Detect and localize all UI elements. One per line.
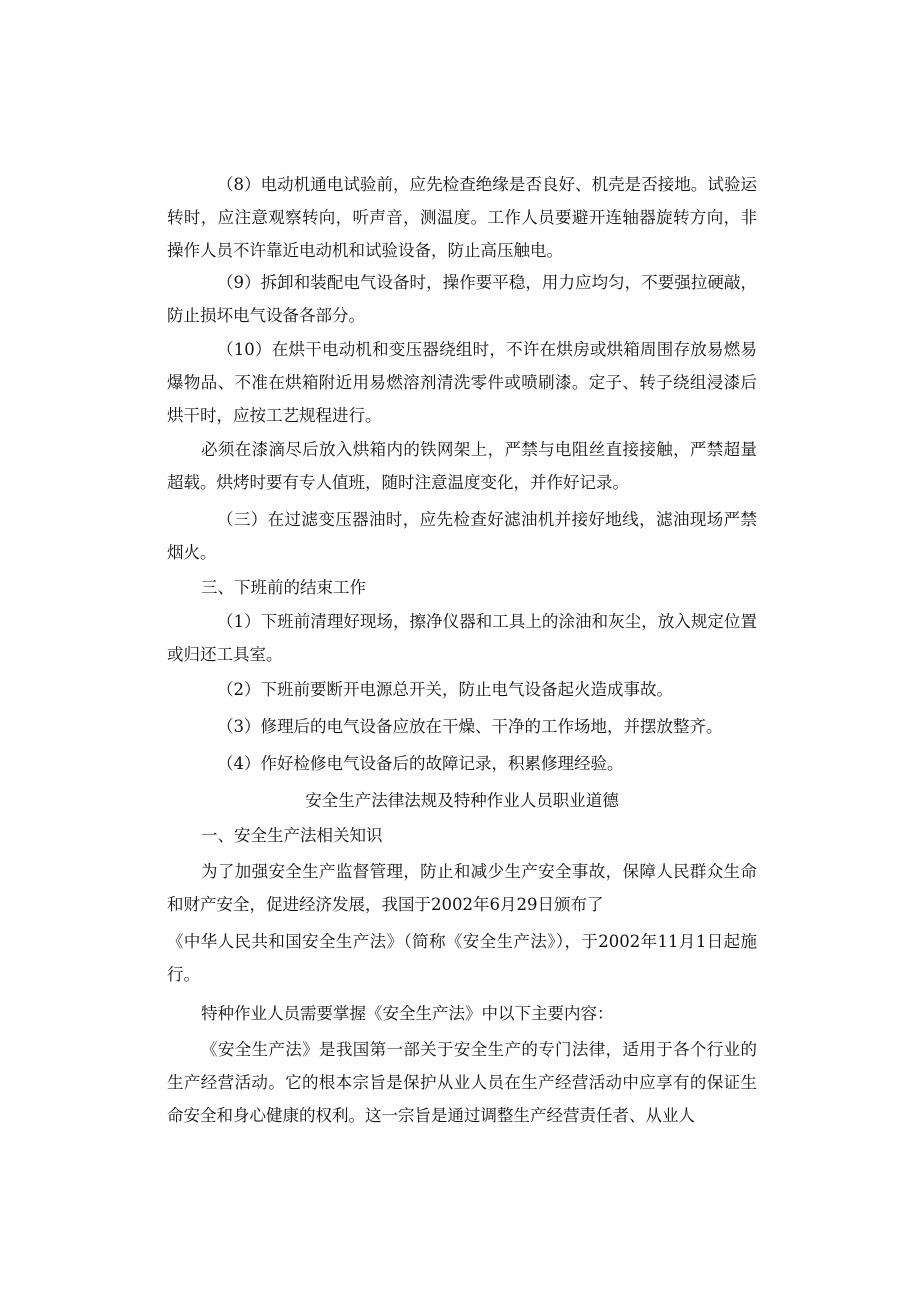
paragraph-item-10: （10）在烘干电动机和变压器绕组时，不许在烘房或烘箱周围存放易燃易爆物品、不准在烘箱附近用易燃溶剂清洗零件或喷刷漆。定子、转子绕组浸漆后烘干时，应按工艺规程进行。 bbox=[167, 340, 757, 425]
paragraph-law-need: 特种作业人员需要掌握《安全生产法》中以下主要内容： bbox=[201, 1004, 614, 1023]
section-heading-safety-law: 一、安全生产法相关知识 bbox=[201, 826, 383, 845]
paragraph-oven-rules: 必须在漆滴尽后放入烘箱内的铁网架上，严禁与电阻丝直接接触，严禁超量超载。烘烤时要有专人值班，随时注意温度变化，并作好记录。 bbox=[167, 440, 757, 492]
end-item-3: （3）修理后的电气设备应放在干燥、干净的工作场地，并摆放整齐。 bbox=[217, 717, 723, 736]
document-title: 安全生产法律法规及特种作业人员职业道德 bbox=[305, 791, 619, 810]
paragraph-law-intro: 为了加强安全生产监督管理，防止和减少生产安全事故，保障人民群众生命和财产安全，促进经济发展，我国于2002年6月29日颁布了 bbox=[167, 862, 757, 914]
end-item-2: （2）下班前要断开电源总开关，防止电气设备起火造成事故。 bbox=[217, 680, 673, 699]
paragraph-item-three: （三）在过滤变压器油时，应先检查好滤油机并接好地线，滤油现场严禁烟火。 bbox=[167, 510, 757, 562]
paragraph-law-name: 《中华人民共和国安全生产法》（简称《安全生产法》），于2002年11月1日起施行。 bbox=[167, 932, 757, 984]
paragraph-item-9: （9）拆卸和装配电气设备时，操作要平稳，用力应均匀，不要强拉硬敲，防止损坏电气设备各部分。 bbox=[167, 273, 757, 325]
end-item-4: （4）作好检修电气设备后的故障记录，积累修理经验。 bbox=[217, 754, 624, 773]
end-item-1: （1）下班前清理好现场，擦净仪器和工具上的涂油和灰尘，放入规定位置或归还工具室。 bbox=[167, 612, 757, 664]
paragraph-item-8: （8）电动机通电试验前，应先检查绝缘是否良好、机壳是否接地。试验运转时，应注意观察转向，听声音，测温度。工作人员要避开连轴器旋转方向，非操作人员不许靠近电动机和试验设备，防止高压触电。 bbox=[167, 175, 757, 260]
section-heading-end-of-shift: 三、下班前的结束工作 bbox=[201, 578, 366, 597]
paragraph-law-purpose: 《安全生产法》是我国第一部关于安全生产的专门法律，适用于各个行业的生产经营活动。它的根本宗旨是保护从业人员在生产经营活动中应享有的保证生命安全和身心健康的权利。这一宗旨是通过调整生产经营责任者、从业人 bbox=[167, 1040, 757, 1125]
